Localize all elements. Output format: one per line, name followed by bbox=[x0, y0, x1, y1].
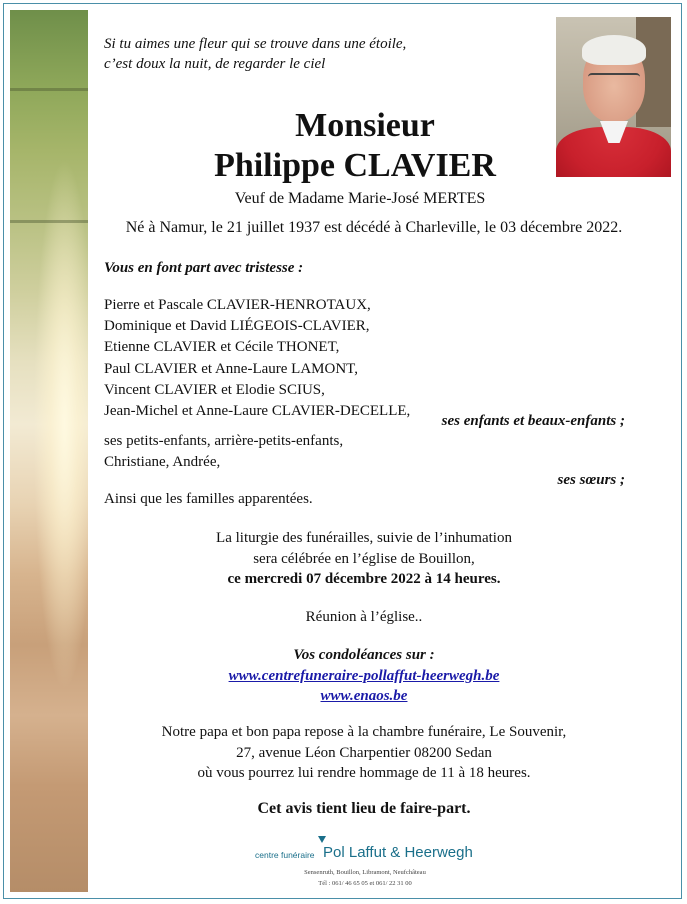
liturgy-date: ce mercredi 07 décembre 2022 à 14 heures. bbox=[227, 571, 501, 587]
liturgy-line: sera célébrée en l’église de Bouillon, bbox=[253, 550, 475, 567]
condolences-block bbox=[104, 645, 624, 707]
liturgy-block bbox=[104, 528, 624, 590]
resting-line: 27, avenue Léon Charpentier 08200 Sedan bbox=[236, 744, 492, 761]
list-item: Jean-Michel et Anne-Laure CLAVIER-DECELLE, bbox=[104, 403, 411, 420]
list-item: Vincent CLAVIER et Elodie SCIUS, bbox=[104, 381, 325, 398]
relatives-line: Ainsi que les familles apparentées. bbox=[104, 491, 313, 507]
closing-note: Cet avis tient lieu de faire-part. bbox=[257, 800, 471, 817]
phone-line: Tél : 061/ 46 65 05 et 061/ 22 31 00 bbox=[318, 880, 412, 887]
deceased-portrait bbox=[556, 17, 671, 177]
list-item: Pierre et Pascale CLAVIER-HENROTAUX, bbox=[104, 297, 371, 313]
sisters-label: ses sœurs ; bbox=[557, 472, 625, 488]
resting-line: Notre papa et bon papa repose à la chambre funéraire, Le Souvenir, bbox=[161, 724, 567, 740]
poem-line: Si tu aimes une fleur qui se trouve dans une étoile, bbox=[104, 36, 407, 52]
funeral-home-logo bbox=[250, 840, 480, 866]
liturgy-line: La liturgie des funérailles, suivie de l’inhumation bbox=[216, 530, 512, 546]
list-item: Dominique et David LIÉGEOIS-CLAVIER, bbox=[104, 318, 370, 335]
enaos-link[interactable]: www.enaos.be bbox=[320, 688, 408, 704]
resting-line: où vous pourrez lui rendre hommage de 11 à 18 heures. bbox=[197, 765, 531, 781]
grandchildren-list bbox=[104, 431, 343, 473]
list-item: Paul CLAVIER et Anne-Laure LAMONT, bbox=[104, 360, 358, 377]
poem-quote bbox=[104, 34, 406, 74]
portrait-hair bbox=[582, 35, 646, 65]
list-item: Etienne CLAVIER et Cécile THONET, bbox=[104, 339, 340, 356]
logo-mark-icon bbox=[318, 836, 326, 843]
branch-shadow bbox=[10, 88, 88, 91]
announcement-intro: Vous en font part avec tristesse : bbox=[104, 260, 304, 276]
honorific-title: Monsieur bbox=[295, 107, 435, 144]
deceased-name: Philippe CLAVIER bbox=[214, 147, 496, 184]
reunion-line: Réunion à l’église.. bbox=[305, 609, 423, 625]
logo-name: Pol Laffut & Heerwegh bbox=[323, 844, 473, 861]
poem-line: c’est doux la nuit, de regarder le ciel bbox=[104, 56, 326, 72]
birth-death-line: Né à Namur, le 21 juillet 1937 est décédé à Charleville, le 03 décembre 2022. bbox=[125, 219, 623, 236]
funeral-home-link[interactable]: www.centrefuneraire-pollaffut-heerwegh.be bbox=[228, 667, 500, 684]
children-list bbox=[104, 295, 410, 422]
list-item: ses petits-enfants, arrière-petits-enfants, bbox=[104, 433, 344, 449]
widow-of-line: Veuf de Madame Marie-José MERTES bbox=[234, 190, 486, 207]
condolences-lead: Vos condoléances sur : bbox=[293, 647, 435, 663]
funeral-home-contact bbox=[250, 867, 480, 889]
forest-path-photo bbox=[10, 10, 88, 892]
children-label: ses enfants et beaux-enfants ; bbox=[441, 413, 625, 429]
list-item: Christiane, Andrée, bbox=[104, 454, 221, 470]
logo-small-text: centre funéraire bbox=[255, 850, 315, 860]
branch-shadow bbox=[10, 220, 88, 223]
locations-line: Sensenruth, Bouillon, Libramont, Neufchâteau bbox=[304, 869, 426, 876]
resting-place-block bbox=[104, 722, 624, 784]
portrait-glasses bbox=[588, 73, 640, 85]
